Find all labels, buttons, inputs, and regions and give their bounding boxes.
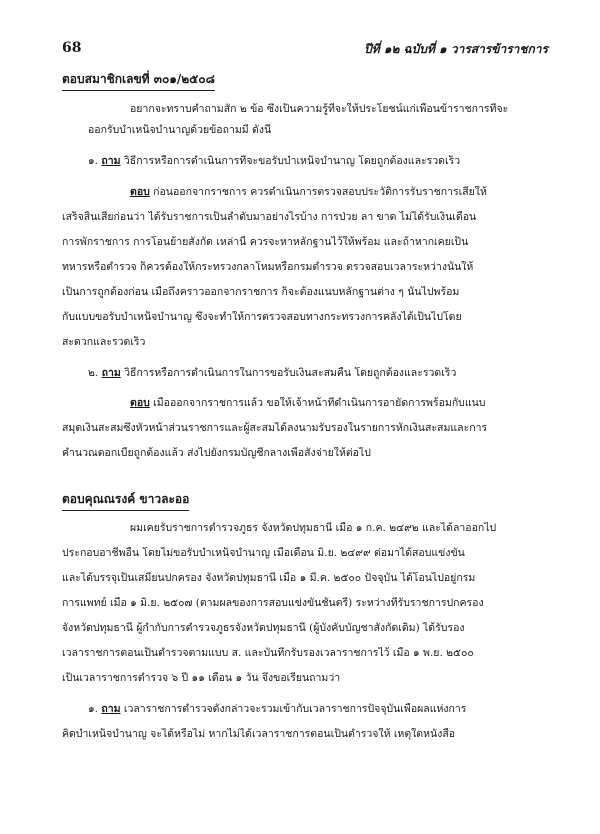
page-number: 68 <box>62 40 82 56</box>
answer-label: ตอบ <box>130 186 150 198</box>
letter-line: เวลาราชการตอนเป็นตำรวจตามแบบ ส. และบันทึกรับรองเวลาราชการไว้ เมื่อ ๑ พ.ย. ๒๕๐๐ <box>62 647 474 659</box>
answer-line: เป็นการถูกต้องก่อน เมื่อถึงคราวออกจากราชการ ก็จะต้องแนบหลักฐานต่าง ๆ นั้นไปพร้อม <box>62 286 460 298</box>
section-title-member: ตอบสมาชิกเลขที่ ๓๐๑/๒๕๐๘ <box>62 70 215 91</box>
question-text: เวลาราชการตำรวจดังกล่าวจะรวมเข้ากับเวลาราชการปัจจุบันเพื่อผลแห่งการ <box>123 703 467 715</box>
answer-line: สมุดเงินสะสมซึ่งหัวหน้าส่วนราชการและผู้สะสมได้ลงนามรับรองในรายการหักเงินสะสมและการ <box>62 422 488 434</box>
answer-2-first <box>130 397 562 410</box>
section-title-reader: ตอบคุณณรงค์ ขาวละออ <box>62 490 189 511</box>
question-label: ถาม <box>101 703 121 715</box>
question-label: ถาม <box>101 155 121 167</box>
answer-line: เสร็จสิ้นเสียก่อนว่า ได้รับราชการเป็นลำดับมาอย่างไรบ้าง การป่วย ลา ขาด ไม่ได้รับเงินเดือน <box>62 211 477 223</box>
journal-header: ปีที่ ๑๒ ฉบับที่ ๑ วารสารข้าราชการ <box>364 42 548 56</box>
letter-line: ผมเคยรับราชการตำรวจภูธร จังหวัดปทุมธานี เมื่อ ๑ ก.ค. ๒๔๙๒ และได้ลาออกไป <box>130 522 497 534</box>
question-continuation: คิดบำเหน็จบำนาญ จะได้หรือไม่ หากไม่ได้เวลาราชการตอนเป็นตำรวจให้ เหตุใดหนังสือ <box>62 728 456 740</box>
question-2 <box>88 367 562 380</box>
question-3 <box>88 703 562 716</box>
answer-line: คำนวณดอกเบี้ยถูกต้องแล้ว ส่งไปยังกรมบัญชีกลางเพื่อสั่งจ่ายให้ต่อไป <box>62 447 371 459</box>
answer-1-first <box>130 186 562 199</box>
question-number: ๒. <box>88 367 99 379</box>
letter-line: และได้บรรจุเป็นเสมียนปกครอง จังหวัดปทุมธานี เมื่อ ๑ มี.ค. ๒๕๐๐ ปัจจุบัน ได้โอนไปอยู่กรม <box>62 572 476 584</box>
question-number: ๑. <box>88 703 99 715</box>
answer-line: กับแบบขอรับบำเหน็จบำนาญ ซึ่งจะทำให้การตรวจสอบทางกระทรวงการคลังได้เป็นไปโดย <box>62 311 462 323</box>
question-text: วิธีการหรือการดำเนินการในการขอรับเงินสะสมคืน โดยถูกต้องและรวดเร็ว <box>124 367 457 379</box>
question-number: ๑. <box>88 155 99 167</box>
answer-line: การพักราชการ การโอนย้ายสังกัด เหล่านี้ ควรจะหาหลักฐานไว้ให้พร้อม และถ้าหากเคยเป็น <box>62 236 469 248</box>
answer-text: เมื่อออกจากราชการแล้ว ขอให้เจ้าหน้าที่ดำเนินการอายัดการพร้อมกับแนบ <box>153 397 486 409</box>
question-text: วิธีการหรือการดำเนินการที่จะขอรับบำเหน็จบำนาญ โดยถูกต้องและรวดเร็ว <box>123 155 461 167</box>
answer-text: ก่อนออกจากราชการ ควรดำเนินการตรวจสอบประวัติการรับราชการเสียให้ <box>153 186 487 198</box>
question-label: ถาม <box>101 367 121 379</box>
intro-line: ออกรับบำเหน็จบำนาญด้วยข้อถามมี ดังนี้ <box>88 124 272 136</box>
letter-line: การแพทย์ เมื่อ ๑ มิ.ย. ๒๕๐๗ (ตามผลของการสอบแข่งขันชั้นตรี) ระหว่างที่รับราชการปกครอง <box>62 597 484 609</box>
answer-line: สะดวกและรวดเร็ว <box>62 336 146 348</box>
question-1 <box>88 155 562 168</box>
letter-line: จังหวัดปทุมธานี ผู้กำกับการตำรวจภูธรจังหวัดปทุมธานี (ผู้บังคับบัญชาสังกัดเดิม) ได้รับรอง <box>62 622 465 634</box>
answer-line: ทหารหรือตำรวจ ก็ควรต้องให้กระทรวงกลาโหมหรือกรมตำรวจ ตรวจสอบเวลาระหว่างนั้นให้ <box>62 261 474 273</box>
letter-line: เป็นเวลาราชการตำรวจ ๖ ปี ๑๑ เดือน ๑ วัน จึงขอเรียนถามว่า <box>62 672 341 684</box>
intro-line: อยากจะทราบคำถามสัก ๒ ข้อ ซึ่งเป็นความรู้ที่จะให้ประโยชน์แก่เพื่อนข้าราชการที่จะ <box>130 103 509 115</box>
answer-label: ตอบ <box>130 397 150 409</box>
letter-line: ประกอบอาชีพอื่น โดยไม่ขอรับบำเหน็จบำนาญ เมื่อเดือน มิ.ย. ๒๔๙๙ ต่อมาได้สอบแข่งขัน <box>62 547 465 559</box>
